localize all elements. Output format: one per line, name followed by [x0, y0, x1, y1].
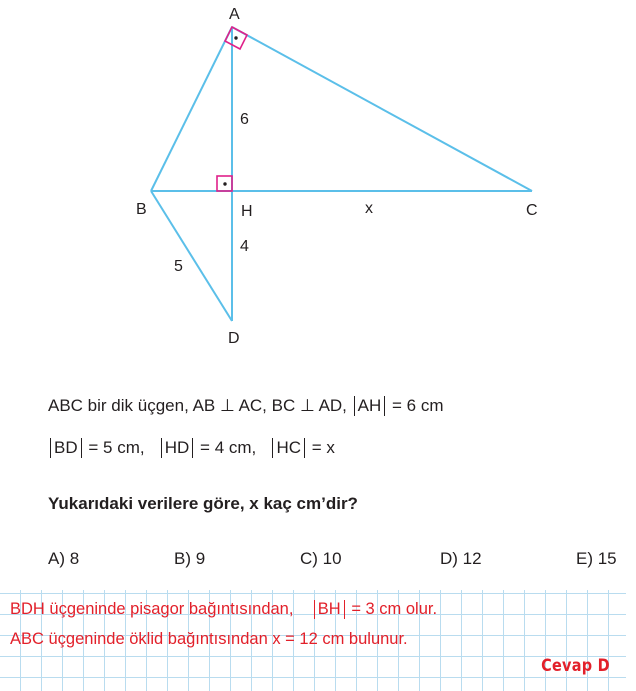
option-e[interactable]: E) 15	[576, 549, 617, 568]
segment-hc-label: x	[365, 200, 373, 217]
vertex-b-label: B	[136, 201, 147, 218]
option-a[interactable]: A) 8	[48, 549, 80, 568]
option-d[interactable]: D) 12	[440, 549, 482, 568]
segment-ah-value: = 6 cm	[392, 396, 444, 415]
option-b[interactable]: B) 9	[174, 549, 206, 568]
segment-bd	[151, 191, 232, 321]
segment-hc-length: HC	[272, 438, 305, 458]
segment-ac	[232, 27, 532, 191]
problem-line-1-text: ABC bir dik üçgen, AB ⊥ AC, BC ⊥ AD,	[48, 396, 347, 415]
vertex-d-label: D	[228, 330, 240, 347]
vertex-a-label: A	[229, 6, 240, 23]
segment-hd-value: = 4 cm,	[200, 438, 257, 457]
segment-hc-value: = x	[311, 438, 335, 457]
segment-hd-label: 4	[240, 238, 249, 255]
question-text: Yukarıdaki verilere göre, x kaç cm’dir?	[48, 494, 358, 513]
solution-line-1-text: BDH üçgeninde pisagor bağıntısından,	[10, 600, 294, 618]
option-c[interactable]: C) 10	[300, 549, 342, 568]
segment-hd-length: HD	[161, 438, 194, 458]
segment-bh-length: BH	[314, 600, 345, 619]
segment-bd-label: 5	[174, 258, 183, 275]
segment-bd-value: = 5 cm,	[88, 438, 145, 457]
segment-bh-value: = 3 cm olur.	[351, 600, 438, 618]
solution-line-2: ABC üçgeninde öklid bağıntısından x = 12 cm bulunur.	[10, 630, 408, 648]
solution-line-1	[10, 600, 437, 619]
vertex-c-label: C	[526, 202, 538, 219]
triangle-lines	[151, 27, 532, 321]
answer-label: Cevap D	[541, 656, 610, 676]
vertex-h-label: H	[241, 203, 253, 220]
right-angle-mark-h	[217, 176, 232, 191]
segment-ah-label: 6	[240, 111, 249, 128]
segment-ab	[151, 27, 232, 191]
problem-line-1	[48, 396, 444, 416]
segment-ah-length: AH	[354, 396, 386, 416]
segment-bd-length: BD	[50, 438, 82, 458]
problem-line-2	[48, 438, 335, 458]
